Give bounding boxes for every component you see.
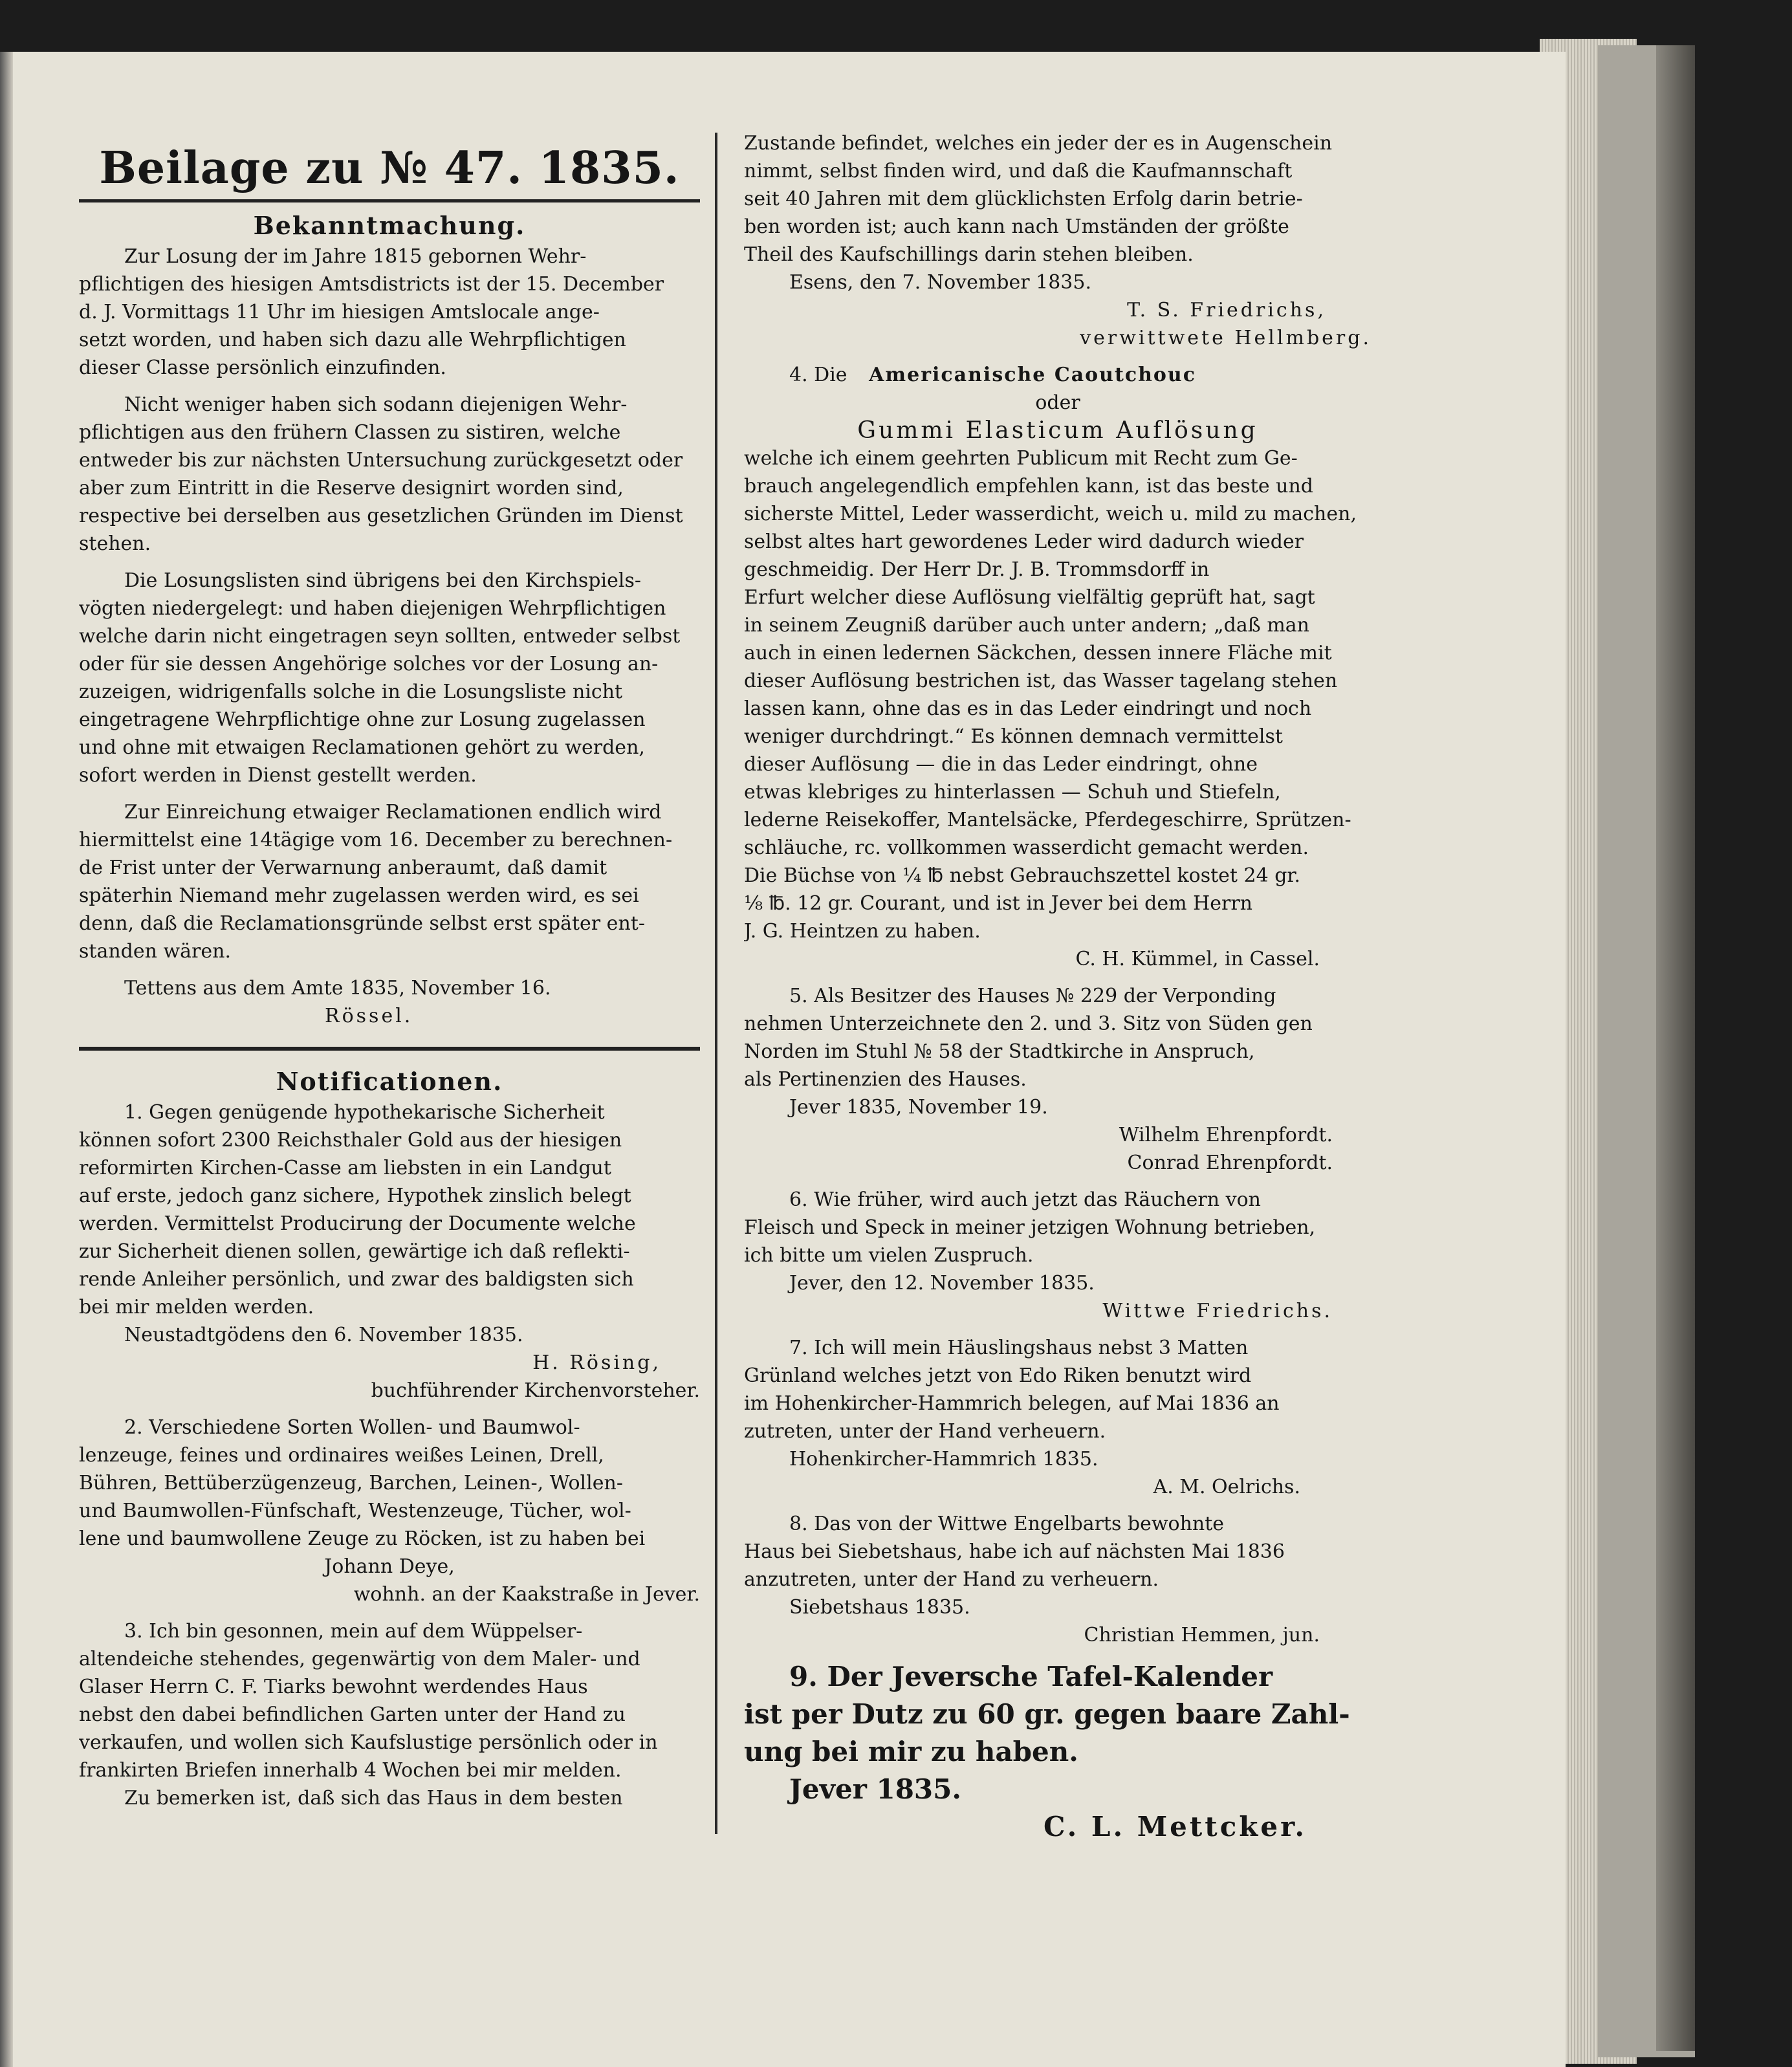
signature: H. Rösing, <box>532 1351 661 1374</box>
notification-3 <box>79 1617 700 1812</box>
text-line: anzutreten, unter der Hand zu verheuern. <box>744 1568 1159 1591</box>
text-line: aber zum Eintritt in die Reserve designirt worden sind, <box>79 477 624 499</box>
text-line: Glaser Herrn C. F. Tiarks bewohnt werdendes Haus <box>79 1676 588 1698</box>
text-line: Haus bei Siebetshaus, habe ich auf nächsten Mai 1836 <box>744 1540 1285 1563</box>
text-line: sicherste Mittel, Leder wasserdicht, weich u. mild zu machen, <box>744 503 1357 525</box>
text-line: ich bitte um vielen Zuspruch. <box>744 1244 1034 1267</box>
text-line: stehen. <box>79 532 151 555</box>
text-line: zuzeigen, widrigenfalls solche in die Losungsliste nicht <box>79 681 623 703</box>
text-line: und ohne mit etwaigen Reclamationen gehört zu werden, <box>79 736 645 759</box>
text-line: auch in einen ledernen Säckchen, dessen innere Fläche mit <box>744 642 1332 664</box>
notification-1 <box>79 1099 700 1405</box>
text-line: Zustande befindet, welches ein jeder der es in Augenschein <box>744 132 1333 155</box>
signature: C. L. Mettcker. <box>1043 1811 1307 1843</box>
column-divider <box>715 133 717 1834</box>
ad-title: Americanische Caoutchouc <box>869 364 1196 386</box>
masthead-title: Beilage zu № 47. 1835. <box>99 142 680 194</box>
text-line: seit 40 Jahren mit dem glücklichsten Erfolg darin betrie- <box>744 188 1303 210</box>
text-line: Norden im Stuhl № 58 der Stadtkirche in Anspruch, <box>744 1040 1255 1063</box>
text-line: Zur Einreichung etwaiger Reclamationen endlich wird <box>124 801 662 824</box>
text-line: pflichtigen des hiesigen Amtsdistricts ist der 15. December <box>79 273 664 296</box>
text-line: lenzeuge, feines und ordinaires weißes Leinen, Drell, <box>79 1444 604 1467</box>
text-line: späterhin Niemand mehr zugelassen werden wird, es sei <box>79 884 639 907</box>
signature-address: wohnh. an der Kaakstraße in Jever. <box>353 1583 700 1606</box>
text-line: im Hohenkircher-Hammrich belegen, auf Mai 1836 an <box>744 1392 1280 1415</box>
ad-connector: oder <box>1035 391 1080 414</box>
ad-subtitle: Gummi Elasticum Auflösung <box>857 417 1258 444</box>
text-line: weniger durchdringt.“ Es können demnach vermittelst <box>744 725 1283 748</box>
text-line: bei mir melden werden. <box>79 1296 314 1318</box>
notification-7 <box>744 1334 1371 1501</box>
text-line: etwas klebriges zu hinterlassen — Schuh und Stiefeln, <box>744 781 1281 804</box>
dateline: Tettens aus dem Amte 1835, November 16. <box>124 977 551 1000</box>
text-line: Nicht weniger haben sich sodann diejenigen Wehr- <box>124 393 628 416</box>
signature: T. S. Friedrichs, <box>1127 299 1326 322</box>
text-line: welche ich einem geehrten Publicum mit Recht zum Ge- <box>744 447 1298 470</box>
text-line: können sofort 2300 Reichsthaler Gold aus der hiesigen <box>79 1129 622 1152</box>
text-line: J. G. Heintzen zu haben. <box>744 920 981 943</box>
text-line: altendeiche stehendes, gegenwärtig von dem Maler- und <box>79 1648 640 1670</box>
text-line: pflichtigen aus den frühern Classen zu sistiren, welche <box>79 421 621 444</box>
text-line: nebst den dabei befindlichen Garten unter der Hand zu <box>79 1703 626 1726</box>
text-line: zutreten, unter der Hand verheuern. <box>744 1420 1106 1443</box>
text-line: lederne Reisekoffer, Mantelsäcke, Pferdegeschirre, Sprützen- <box>744 809 1351 831</box>
ad-number: 4. Die <box>789 364 847 386</box>
text-line: setzt worden, und haben sich dazu alle Wehrpflichtigen <box>79 329 626 351</box>
signature-role: verwittwete Hellmberg. <box>1080 327 1371 349</box>
text-line: 3. Ich bin gesonnen, mein auf dem Wüppelser- <box>124 1620 583 1643</box>
text-line: 6. Wie früher, wird auch jetzt das Räuchern von <box>789 1188 1261 1211</box>
signature: Wittwe Friedrichs. <box>1102 1300 1333 1322</box>
text-line: werden. Vermittelst Producirung der Documente welche <box>79 1212 636 1235</box>
text-line: hiermittelst eine 14tägige vom 16. December zu berechnen- <box>79 829 673 851</box>
text-line: dieser Auflösung bestrichen ist, das Wasser tagelang stehen <box>744 670 1338 692</box>
book-binding <box>1656 45 1695 2051</box>
section-rule <box>79 1047 700 1051</box>
text-line: Zur Losung der im Jahre 1815 gebornen Wehr- <box>124 245 587 268</box>
dateline: Neustadtgödens den 6. November 1835. <box>124 1324 523 1346</box>
signature: Johann Deye, <box>324 1555 455 1578</box>
text-line: als Pertinenzien des Hauses. <box>744 1068 1027 1091</box>
text-line: welche darin nicht eingetragen seyn sollten, entweder selbst <box>79 625 681 648</box>
text-line: Die Büchse von ¼ ℔ nebst Gebrauchszettel kostet 24 gr. <box>744 864 1301 887</box>
dateline: Jever 1835, November 19. <box>789 1096 1048 1119</box>
signature: Wilhelm Ehrenpfordt. <box>1119 1124 1333 1146</box>
notification-8 <box>744 1510 1371 1649</box>
text-line: nimmt, selbst finden wird, und daß die Kaufmannschaft <box>744 160 1293 182</box>
text-line: ⅛ ℔. 12 gr. Courant, und ist in Jever bei dem Herrn <box>744 892 1252 915</box>
text-line: Zu bemerken ist, daß sich das Haus in dem besten <box>124 1787 623 1810</box>
text-line: Erfurt welcher diese Auflösung vielfältig geprüft hat, sagt <box>744 586 1315 609</box>
text-line: in seinem Zeugniß darüber auch unter andern; „daß man <box>744 614 1309 637</box>
signature-role: buchführender Kirchenvorsteher. <box>371 1379 700 1402</box>
text-line: dieser Classe persönlich einzufinden. <box>79 356 446 379</box>
notification-9 <box>744 1658 1371 1846</box>
notification-5 <box>744 982 1371 1177</box>
left-column <box>79 129 700 1812</box>
text-line: verkaufen, und wollen sich Kaufslustige persönlich oder in <box>79 1731 658 1754</box>
dateline: Hohenkircher-Hammrich 1835. <box>789 1448 1098 1471</box>
text-line: entweder bis zur nächsten Untersuchung zurückgesetzt oder <box>79 449 683 472</box>
notification-3-continued <box>744 129 1371 352</box>
ad-title-line <box>744 361 1371 389</box>
text-line: denn, daß die Reclamationsgründe selbst erst später ent- <box>79 912 645 935</box>
text-line: 1. Gegen genügende hypothekarische Sicherheit <box>124 1101 605 1124</box>
bekanntmachung-heading: Bekanntmachung. <box>253 211 526 240</box>
masthead-rule <box>79 199 700 202</box>
text-line: reformirten Kirchen-Casse am liebsten in ein Landgut <box>79 1157 611 1179</box>
notificationen-heading: Notificationen. <box>276 1067 503 1096</box>
text-line: Fleisch und Speck in meiner jetzigen Wohnung betrieben, <box>744 1216 1316 1239</box>
text-line: zur Sicherheit dienen sollen, gewärtige ich daß reflekti- <box>79 1240 630 1263</box>
text-line: rende Anleiher persönlich, und zwar des baldigsten sich <box>79 1268 634 1291</box>
text-line: respective bei derselben aus gesetzlichen Gründen im Dienst <box>79 505 683 527</box>
text-line: nehmen Unterzeichnete den 2. und 3. Sitz von Süden gen <box>744 1012 1313 1035</box>
text-line: ben worden ist; auch kann nach Umständen der größte <box>744 215 1289 238</box>
text-line: vögten niedergelegt: und haben diejenigen Wehrpflichtigen <box>79 597 666 620</box>
notification-6 <box>744 1186 1371 1325</box>
text-line: lassen kann, ohne das es in das Leder eindringt und noch <box>744 697 1312 720</box>
dateline: Esens, den 7. November 1835. <box>789 271 1091 294</box>
text-line: d. J. Vormittags 11 Uhr im hiesigen Amtslocale ange- <box>79 301 600 323</box>
bekanntmachung-body <box>79 243 700 1030</box>
text-line: 7. Ich will mein Häuslingshaus nebst 3 Matten <box>789 1337 1249 1359</box>
notification-2 <box>79 1414 700 1608</box>
text-line: frankirten Briefen innerhalb 4 Wochen bei mir melden. <box>79 1759 622 1782</box>
text-line: Theil des Kaufschillings darin stehen bleiben. <box>744 243 1194 266</box>
text-line: Die Losungslisten sind übrigens bei den Kirchspiels- <box>124 569 641 592</box>
text-line: 5. Als Besitzer des Hauses № 229 der Verponding <box>789 985 1276 1007</box>
text-line: standen wären. <box>79 940 231 963</box>
text-line: schläuche, rc. vollkommen wasserdicht gemacht werden. <box>744 837 1309 859</box>
dateline: Jever, den 12. November 1835. <box>789 1272 1095 1295</box>
signature: Rössel. <box>325 1005 413 1027</box>
signature: C. H. Kümmel, in Cassel. <box>1075 948 1320 970</box>
signature: Conrad Ehrenpfordt. <box>1127 1152 1333 1174</box>
right-column <box>744 129 1371 1846</box>
text-line: Grünland welches jetzt von Edo Riken benutzt wird <box>744 1364 1252 1387</box>
text-line: dieser Auflösung — die in das Leder eindringt, ohne <box>744 753 1258 776</box>
text-line: brauch angelegendlich empfehlen kann, ist das beste und <box>744 475 1313 498</box>
notification-4 <box>744 361 1371 973</box>
text-line: selbst altes hart gewordenes Leder wird dadurch wieder <box>744 530 1304 553</box>
text-line: 8. Das von der Wittwe Engelbarts bewohnte <box>789 1513 1225 1535</box>
signature: A. M. Oelrichs. <box>1153 1476 1300 1498</box>
text-line: lene und baumwollene Zeuge zu Röcken, ist zu haben bei <box>79 1527 646 1550</box>
text-line: auf erste, jedoch ganz sichere, Hypothek zinslich belegt <box>79 1185 631 1207</box>
text-line: de Frist unter der Verwarnung anberaumt, daß damit <box>79 857 607 879</box>
dateline: Jever 1835. <box>789 1773 961 1805</box>
text-line: ung bei mir zu haben. <box>744 1736 1078 1767</box>
text-line: ist per Dutz zu 60 gr. gegen baare Zahl- <box>744 1698 1350 1730</box>
text-line: sofort werden in Dienst gestellt werden. <box>79 764 477 787</box>
text-line: 9. Der Jeversche Tafel-Kalender <box>789 1661 1273 1692</box>
text-line: und Baumwollen-Fünfschaft, Westenzeuge, Tücher, wol- <box>79 1500 631 1522</box>
page-gutter-shadow <box>0 52 13 2067</box>
text-line: Bühren, Bettüberzügenzeug, Barchen, Leinen-, Wollen- <box>79 1472 623 1494</box>
text-line: 2. Verschiedene Sorten Wollen- und Baumwol- <box>124 1416 580 1439</box>
text-line: oder für sie dessen Angehörige solches vor der Losung an- <box>79 653 659 675</box>
text-line: geschmeidig. Der Herr Dr. J. B. Trommsdorff in <box>744 558 1210 581</box>
signature: Christian Hemmen, jun. <box>1084 1624 1320 1646</box>
dateline: Siebetshaus 1835. <box>789 1596 970 1619</box>
text-line: eingetragene Wehrpflichtige ohne zur Losung zugelassen <box>79 708 646 731</box>
